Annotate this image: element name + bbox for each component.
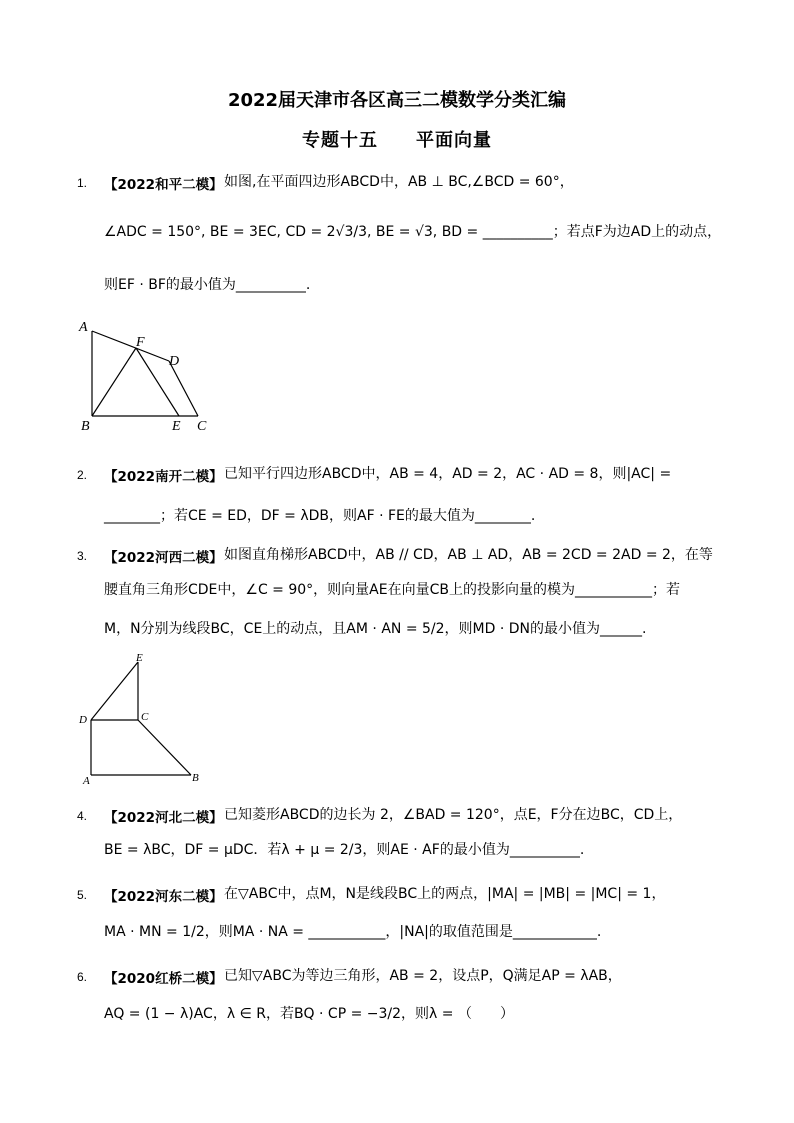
point-label: D [169,354,180,369]
point-label: E [172,419,181,434]
problem-text-line: ∠ADC = 150°, BE = 3EC, CD = 2√3/3, BE = √3, BD = __________；若点F为边AD上的动点， [104,224,722,240]
problem-tag: 【2022河西二模】 [104,550,223,566]
point-label: E [136,652,143,664]
problem-tag: 【2022河东二模】 [104,889,223,905]
problem-text-line: BE = λBC，DF = μDC．若λ + μ = 2/3，则AE · AF的最小值为__________. [104,842,585,858]
problem-text-line: 已知平行四边形ABCD中，AB = 4，AD = 2，AC · AD = 8，则|AC| = [224,466,672,482]
problem-number: 1. [77,176,88,190]
point-label: B [192,772,199,784]
problem-text-line: 则EF · BF的最小值为__________. [104,277,311,293]
problem-number: 2. [77,468,88,482]
problem-text-line: M，N分别为线段BC，CE上的动点，且AM · AN = 5/2，则MD · DN的最小值为______. [104,621,647,637]
problem-text-line: ________；若CE = ED，DF = λDB，则AF · FE的最大值为________. [104,508,536,524]
point-label: C [197,419,207,434]
figure-quadrilateral [74,316,214,436]
problem-tag: 【2020红桥二模】 [104,971,223,987]
problem-tag: 【2022和平二模】 [104,177,223,193]
page-title: 2022届天津市各区高三二模数学分类汇编 [227,90,567,111]
problem-number: 4. [77,809,88,823]
problem-text-line: 在▽ABC中，点M，N是线段BC上的两点，|MA| = |MB| = |MC| = 1， [224,886,666,902]
problem-text-line: 已知▽ABC为等边三角形，AB = 2，设点P，Q满足AP = λAB， [224,968,622,984]
page-subtitle: 专题十五 平面向量 [302,130,492,151]
problem-text-line: 腰直角三角形CDE中，∠C = 90°，则向量AE在向量CB上的投影向量的模为___________；若 [104,582,680,598]
point-label: D [79,714,87,726]
problem-text-line: AQ = (1 − λ)AC，λ ∈ R，若BQ · CP = −3/2，则λ = （ ） [104,1006,514,1022]
point-label: A [83,775,90,785]
problem-text-line: MA · MN = 1/2，则MA · NA = ___________，|NA|的取值范围是____________. [104,924,602,940]
problem-number: 3. [77,549,88,563]
point-label: F [136,335,145,350]
point-label: A [79,320,88,335]
point-label: C [141,711,149,723]
problem-tag: 【2022河北二模】 [104,810,223,826]
problem-text-line: 已知菱形ABCD的边长为 2，∠BAD = 120°，点E，F分在边BC，CD上， [224,807,683,823]
problem-text-line: 如图,在平面四边形ABCD中，AB ⊥ BC,∠BCD = 60°， [224,174,574,190]
problem-number: 6. [77,970,88,984]
problem-tag: 【2022南开二模】 [104,469,223,485]
problem-number: 5. [77,888,88,902]
figure-trapezoid [76,650,206,785]
point-label: B [81,419,90,434]
problem-text-line: 如图直角梯形ABCD中，AB // CD，AB ⊥ AD，AB = 2CD = 2AD = 2，在等 [224,547,713,563]
